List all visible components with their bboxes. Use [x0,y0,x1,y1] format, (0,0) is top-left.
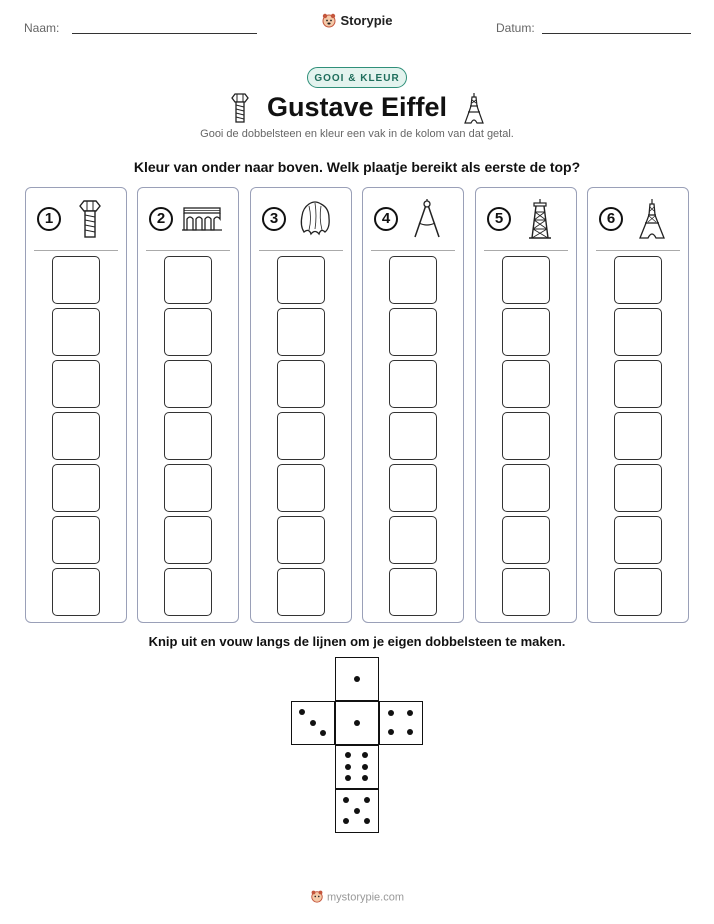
race-column [362,187,464,623]
column-divider [34,250,118,251]
color-cell[interactable] [389,568,437,616]
date-line [542,33,691,34]
date-label: Datum: [496,21,535,35]
die-pip [364,797,370,803]
die-pip [345,752,351,758]
color-cell[interactable] [277,256,325,304]
column-header [588,188,688,250]
eiffel-tower-icon [632,198,672,240]
die-pip [354,808,360,814]
instruction: Kleur van onder naar boven. Welk plaatje bereikt als eerste de top? [133,159,581,175]
color-cell[interactable] [389,256,437,304]
race-column [250,187,352,623]
column-header [251,188,351,250]
column-header [26,188,126,250]
column-number: 2 [149,207,173,231]
color-cell[interactable] [277,516,325,564]
compass-icon [407,198,447,240]
color-cell[interactable] [614,516,662,564]
column-divider [371,250,455,251]
die-pip [345,775,351,781]
column-number: 5 [487,207,511,231]
die-pip [388,710,394,716]
footer [0,889,714,906]
column-divider [596,250,680,251]
color-cell[interactable] [502,360,550,408]
race-column [25,187,127,623]
color-cell[interactable] [389,516,437,564]
color-cell[interactable] [52,412,100,460]
draped-statue-icon [295,198,335,240]
die-pip [354,720,360,726]
die-pip [364,818,370,824]
color-cell[interactable] [52,516,100,564]
color-cell[interactable] [389,308,437,356]
die-pip [362,764,368,770]
die-pip [299,709,305,715]
color-cell[interactable] [52,308,100,356]
color-cell[interactable] [502,256,550,304]
storypie-logo-icon [321,12,337,31]
color-cell[interactable] [614,464,662,512]
color-cell[interactable] [164,360,212,408]
column-number: 6 [599,207,623,231]
column-header [363,188,463,250]
die-face [335,701,379,745]
color-cell[interactable] [52,256,100,304]
race-column [587,187,689,623]
color-cell[interactable] [614,308,662,356]
lattice-tower-icon [520,198,560,240]
color-cell[interactable] [52,360,100,408]
color-cell[interactable] [502,464,550,512]
die-pip [310,720,316,726]
die-pip [343,797,349,803]
bolt-icon [70,198,110,240]
brand-name: Storypie [340,12,393,28]
die-pip [320,730,326,736]
die-pip [407,710,413,716]
die-pip [345,764,351,770]
color-cell[interactable] [164,516,212,564]
color-cell[interactable] [502,412,550,460]
color-cell[interactable] [277,360,325,408]
die-pip [362,752,368,758]
die-pip [343,818,349,824]
column-divider [259,250,343,251]
name-line [72,33,257,34]
color-cell[interactable] [52,568,100,616]
eiffel-tower-icon [462,92,486,129]
die-pip [362,775,368,781]
die-pip [354,676,360,682]
die-face [335,745,379,789]
color-cell[interactable] [164,568,212,616]
column-number: 1 [37,207,61,231]
color-cell[interactable] [277,308,325,356]
column-number: 3 [262,207,286,231]
color-cell[interactable] [614,412,662,460]
die-pip [407,729,413,735]
activity-badge: GOOI & KLEUR [307,67,407,88]
die-face [379,701,423,745]
color-cell[interactable] [277,464,325,512]
name-label: Naam: [24,21,60,35]
color-cell[interactable] [502,308,550,356]
color-cell[interactable] [389,360,437,408]
column-header [476,188,576,250]
subtitle: Gooi de dobbelsteen en kleur een vak in de kolom van dat getal. [200,128,514,140]
color-cell[interactable] [52,464,100,512]
color-cell[interactable] [164,308,212,356]
dice-instruction: Knip uit en vouw langs de lijnen om je eigen dobbelsteen te maken. [148,634,566,649]
color-cell[interactable] [164,412,212,460]
color-cell[interactable] [614,256,662,304]
storypie-logo-icon [310,889,324,906]
die-face [291,701,335,745]
die-face [335,657,379,701]
page-title: Gustave Eiffel [266,92,448,122]
color-cell[interactable] [389,412,437,460]
color-cell[interactable] [164,256,212,304]
column-header [138,188,238,250]
color-cell[interactable] [277,412,325,460]
race-column [475,187,577,623]
race-column [137,187,239,623]
die-face [335,789,379,833]
color-cell[interactable] [277,568,325,616]
color-cell[interactable] [502,568,550,616]
color-cell[interactable] [614,568,662,616]
column-divider [146,250,230,251]
color-cell[interactable] [502,516,550,564]
die-pip [388,729,394,735]
column-number: 4 [374,207,398,231]
column-divider [484,250,568,251]
color-cell[interactable] [164,464,212,512]
color-cell[interactable] [614,360,662,408]
brand-header [0,12,714,31]
footer-url: mystorypie.com [326,891,405,904]
aqueduct-bridge-icon [182,198,222,240]
color-cell[interactable] [389,464,437,512]
